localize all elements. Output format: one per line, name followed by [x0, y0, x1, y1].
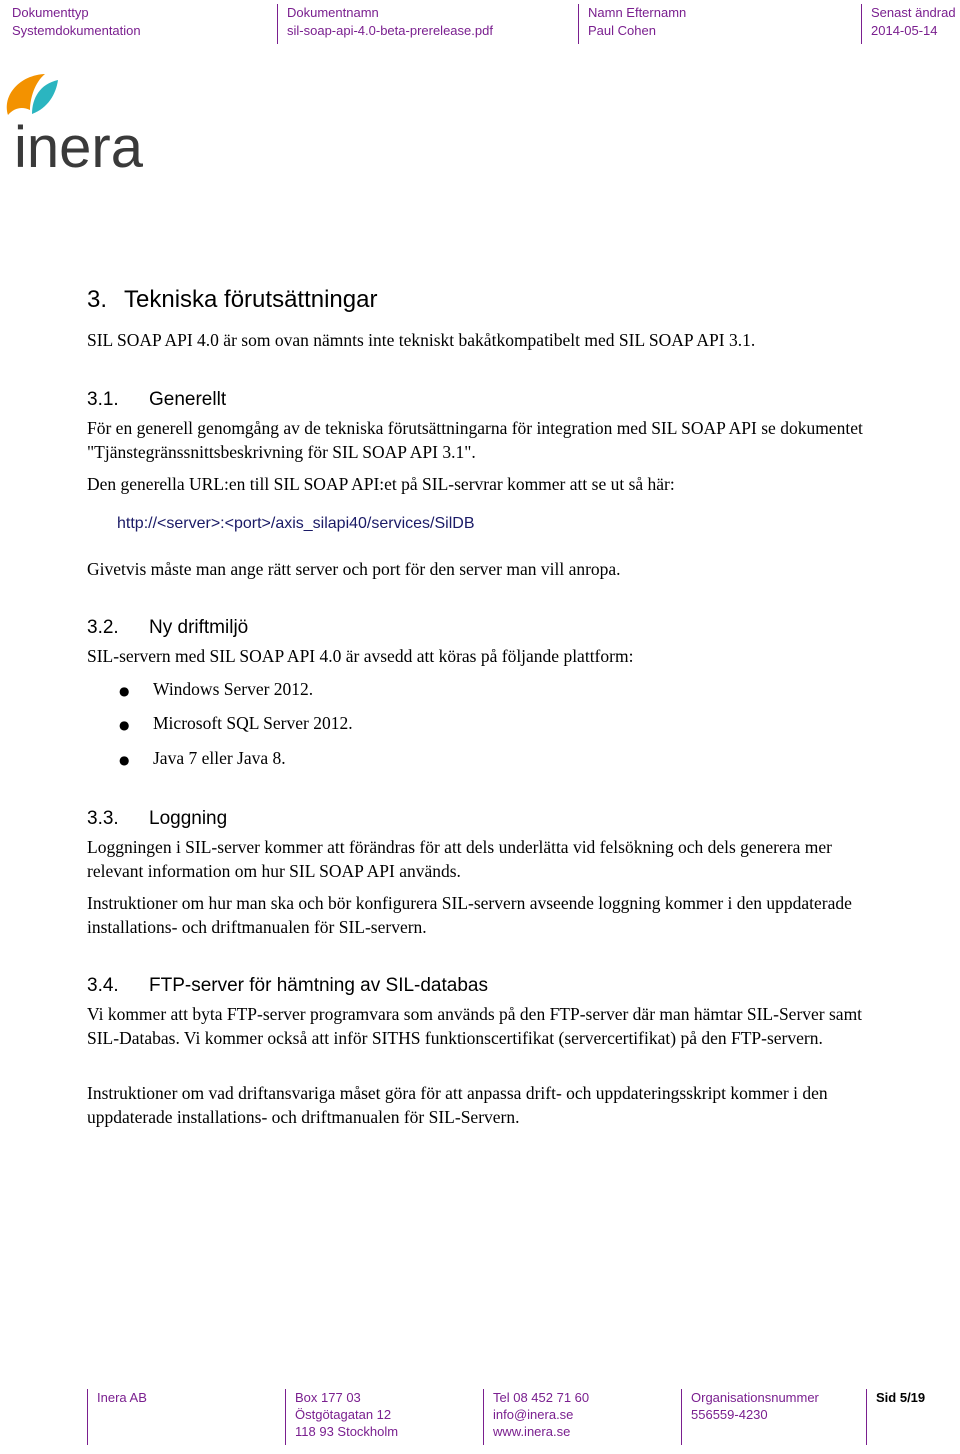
footer-company	[87, 1389, 282, 1445]
changed-label: Senast ändrad	[871, 5, 956, 20]
header-author	[578, 4, 858, 44]
header-changed	[861, 4, 960, 44]
org-number-label: Organisationsnummer	[691, 1390, 819, 1405]
list-item: ● Microsoft SQL Server 2012.	[119, 713, 353, 733]
company-name: Inera AB	[97, 1390, 147, 1405]
footer-contact	[483, 1389, 678, 1445]
section-3-intro: SIL SOAP API 4.0 är som ovan nämnts inte tekniskt bakåtkompatibelt med SIL SOAP API 3.1.	[87, 330, 756, 350]
phone-number: Tel 08 452 71 60	[493, 1390, 590, 1405]
section-3-title: Tekniska förutsättningar	[124, 286, 378, 313]
list-item: ● Java 7 eller Java 8.	[119, 748, 286, 768]
website-link[interactable]: www.inera.se	[493, 1424, 571, 1439]
section-3-heading	[87, 286, 377, 314]
section-3-1-number: 3.1.	[87, 389, 119, 410]
bullet-icon: ●	[119, 718, 130, 732]
email-link[interactable]: info@inera.se	[493, 1407, 574, 1422]
page-number: Sid 5/19	[876, 1390, 926, 1405]
footer-org	[681, 1389, 851, 1445]
section-3-4-para1: Vi kommer att byta FTP-server programvara som används på den FTP-server där man hämtar SIL-Server samt SIL-Databas. Vi kommer också att inför SITHS funktionscertifikat (servercertifikat) på den FTP-servern.	[87, 1004, 863, 1048]
footer-address	[285, 1389, 480, 1445]
section-3-1-heading	[87, 389, 226, 411]
section-3-1-para1: För en generell genomgång av de tekniska förutsättningarna för integration med SIL SOAP API se dokumentet "Tjänstegränssnittsbeskrivning för SIL SOAP API 3.1".	[87, 418, 863, 462]
section-3-2-intro: SIL-servern med SIL SOAP API 4.0 är avsedd att köras på följande plattform:	[87, 646, 634, 666]
section-3-4-number: 3.4.	[87, 975, 119, 996]
header-doc-type	[0, 4, 277, 44]
author-label: Namn Efternamn	[588, 5, 687, 20]
section-3-4-heading	[87, 975, 488, 997]
address-line-2: Östgötagatan 12	[295, 1407, 392, 1422]
soap-api-url: http://<server>:<port>/axis_silapi40/services/SilDB	[117, 515, 475, 532]
section-3-3-number: 3.3.	[87, 808, 119, 829]
header-doc-name	[277, 4, 577, 44]
logo-wordmark: inera	[14, 115, 143, 180]
section-3-2-heading	[87, 617, 248, 639]
doc-name-value: sil-soap-api-4.0-beta-prerelease.pdf	[287, 23, 493, 38]
section-3-2-title: Ny driftmiljö	[149, 617, 249, 638]
address-line-1: Box 177 03	[295, 1390, 361, 1405]
section-3-number: 3.	[87, 286, 108, 313]
section-3-1-para2: Den generella URL:en till SIL SOAP API:et på SIL-servrar kommer att se ut så här:	[87, 474, 675, 494]
footer-page	[866, 1389, 956, 1445]
address-line-3: 118 93 Stockholm	[295, 1424, 399, 1439]
bullet-icon: ●	[119, 753, 130, 767]
section-3-4-para2: Instruktioner om vad driftansvariga måset göra för att anpassa drift- och uppdateringsskript kommer i den uppdaterade installations- och driftmanualen för SIL-Servern.	[87, 1083, 828, 1127]
inera-logo	[0, 70, 175, 180]
section-3-3-para1: Loggningen i SIL-server kommer att förändras för att dels underlätta vid felsökning och dels generera mer relevant information om hur SIL SOAP API används.	[87, 837, 832, 881]
section-3-3-heading	[87, 808, 227, 830]
section-3-3-title: Loggning	[149, 808, 228, 829]
changed-value: 2014-05-14	[871, 23, 938, 38]
section-3-1-para3: Givetvis måste man ange rätt server och port för den server man vill anropa.	[87, 559, 621, 579]
doc-type-label: Dokumenttyp	[12, 5, 89, 20]
section-3-2-number: 3.2.	[87, 617, 119, 638]
bullet-icon: ●	[119, 684, 130, 698]
org-number-value: 556559-4230	[691, 1407, 768, 1422]
doc-type-value: Systemdokumentation	[12, 23, 141, 38]
section-3-1-title: Generellt	[149, 389, 227, 410]
list-item: ● Windows Server 2012.	[119, 679, 314, 699]
author-value: Paul Cohen	[588, 23, 656, 38]
section-3-3-para2: Instruktioner om hur man ska och bör konfigurera SIL-servern avseende loggning kommer i den uppdaterade installations- och driftmanualen för SIL-servern.	[87, 893, 852, 937]
doc-name-label: Dokumentnamn	[287, 5, 379, 20]
section-3-4-title: FTP-server för hämtning av SIL-databas	[149, 975, 488, 996]
